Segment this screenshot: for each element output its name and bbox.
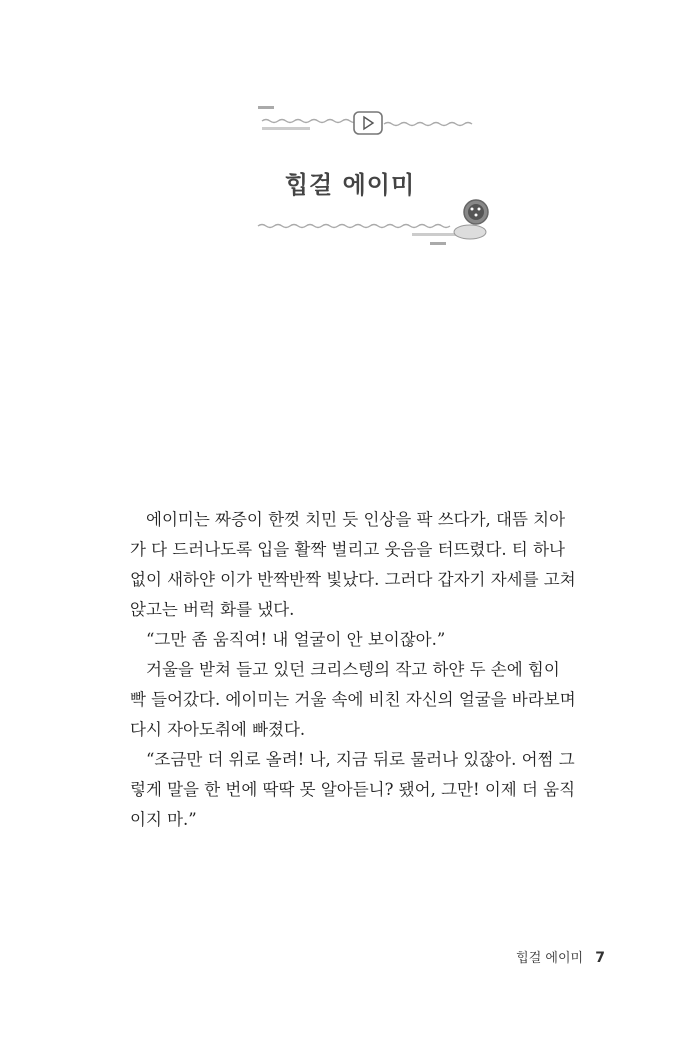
page-number: 7 (595, 950, 605, 966)
running-title: 힙걸 에이미 (516, 951, 584, 966)
chapter-ornament (0, 0, 700, 260)
ornament-bar (262, 127, 310, 130)
paragraph (130, 745, 610, 835)
chapter-title: 힙걸 에이미 (284, 171, 416, 199)
text-line: 가 다 드러나도록 입을 활짝 벌리고 웃음을 터뜨렸다. 티 하나 (130, 540, 565, 559)
text-line: 이지 마.” (130, 810, 197, 829)
ornament-bar (258, 106, 274, 109)
compact-mirror-icon (454, 200, 488, 239)
ornament-bar (430, 242, 446, 245)
ornament-wave (258, 225, 450, 228)
text-line: 거울을 받쳐 들고 있던 크리스텡의 작고 하얀 두 손에 힘이 (146, 660, 560, 679)
text-line: 렇게 말을 한 번에 딱딱 못 알아듣니? 됐어, 그만! 이제 더 움직 (130, 780, 576, 799)
play-button-icon (354, 112, 382, 134)
ornament-bar (412, 233, 456, 236)
page-footer (516, 947, 605, 966)
text-line: 앉고는 버럭 화를 냈다. (130, 600, 295, 619)
ornament-wave (384, 123, 472, 126)
text-line: 없이 새하얀 이가 반짝반짝 빛났다. 그러다 갑자기 자세를 고쳐 (130, 570, 576, 589)
paragraph (130, 625, 610, 655)
text-line: “조금만 더 위로 올려! 나, 지금 뒤로 물러나 있잖아. 어쩜 그 (146, 750, 575, 769)
body-text (130, 505, 610, 835)
paragraph (130, 505, 610, 625)
ornament-wave (262, 120, 358, 123)
text-line: 다시 자아도취에 빠졌다. (130, 720, 306, 739)
paragraph (130, 655, 610, 745)
text-line: 에이미는 짜증이 한껏 치민 듯 인상을 팍 쓰다가, 대뜸 치아 (146, 510, 566, 529)
text-line: “그만 좀 움직여! 내 얼굴이 안 보이잖아.” (146, 630, 446, 649)
text-line: 빡 들어갔다. 에이미는 거울 속에 비친 자신의 얼굴을 바라보며 (130, 690, 576, 709)
